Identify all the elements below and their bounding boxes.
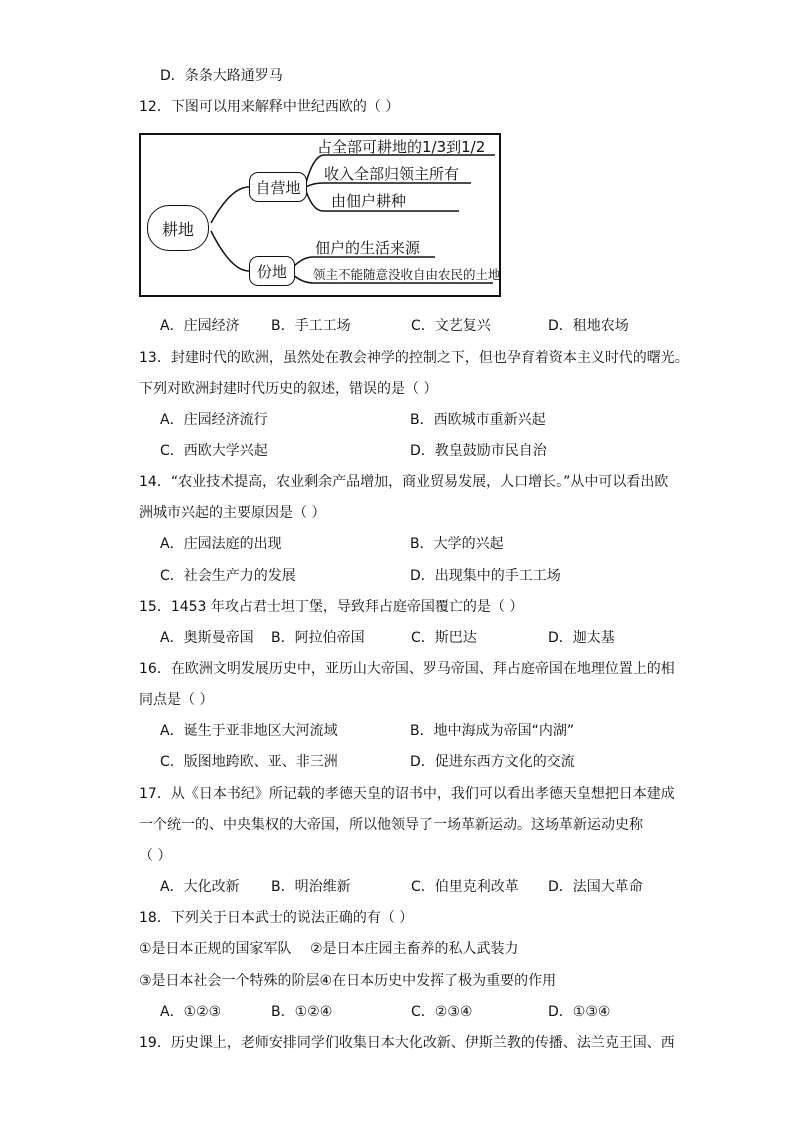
q17-stem-line-3: （ ） (139, 848, 172, 864)
diagram-item-1-1: 占全部可耕地的1/3到1/2 (317, 138, 486, 156)
q12-option-b: B．手工工场 (271, 318, 351, 334)
q18-statement-3-4: ③是日本社会一个特殊的阶层④在日本历史中发挥了极为重要的作用 (139, 973, 557, 989)
q17-option-d: D．法国大革命 (548, 879, 643, 895)
diagram-item-1-3: 由佃户耕种 (331, 192, 407, 210)
q14-option-a: A．庄园法庭的出现 (160, 536, 282, 552)
diagram-item-1-2: 收入全部归领主所有 (324, 165, 460, 183)
diagram-item-2-2: 领主不能随意没收自由农民的土地 (313, 267, 501, 282)
q18-option-d: D．①③④ (548, 1004, 611, 1020)
q17-stem-line-1: 17．从《日本书纪》所记载的孝德天皇的诏书中，我们可以看出孝德天皇想把日本建成 (139, 786, 675, 802)
q17-option-b: B．明治维新 (271, 879, 351, 895)
q12-concept-diagram (139, 133, 501, 297)
diagram-root-node: 耕地 (147, 205, 209, 251)
q13-option-d: D．教皇鼓励市民自治 (410, 443, 547, 459)
q13-option-c: C．西欧大学兴起 (160, 443, 268, 459)
q16-stem-line-1: 16．在欧洲文明发展历史中，亚历山大帝国、罗马帝国、拜占庭帝国在地理位置上的相 (139, 661, 675, 677)
q18-option-b: B．①②④ (271, 1004, 333, 1020)
q13-option-b: B．西欧城市重新兴起 (410, 412, 546, 428)
q16-option-c: C．版图地跨欧、亚、非三洲 (160, 754, 338, 770)
q17-option-a: A．大化改新 (160, 879, 240, 895)
q18-statement-2: ②是日本庄园主畜养的私人武装力 (310, 941, 519, 957)
q18-statement-1: ①是日本正规的国家军队 (139, 941, 292, 957)
q18-option-a: A．①②③ (160, 1004, 222, 1020)
q14-option-d: D．出现集中的手工工场 (410, 568, 561, 584)
q15-option-d: D．迦太基 (548, 630, 615, 646)
diagram-branch-node-1: 自营地 (249, 172, 307, 202)
diagram-item-2-1: 佃户的生活来源 (315, 239, 421, 257)
q12-option-a: A．庄园经济 (160, 318, 240, 334)
q14-option-b: B．大学的兴起 (410, 536, 504, 552)
q12-option-c: C．文艺复兴 (411, 318, 491, 334)
q18-option-c: C．②③④ (411, 1004, 473, 1020)
q16-stem-line-2: 同点是（ ） (139, 692, 214, 708)
q12-stem: 12．下图可以用来解释中世纪西欧的（ ） (139, 99, 400, 115)
q14-stem-line-2: 洲城市兴起的主要原因是（ ） (139, 505, 326, 521)
q19-stem-line-1: 19．历史课上，老师安排同学们收集日本大化改新、伊斯兰教的传播、法兰克王国、西 (139, 1035, 675, 1051)
q12-option-d: D．租地农场 (548, 318, 629, 334)
q15-stem: 15．1453 年攻占君士坦丁堡，导致拜占庭帝国覆亡的是（ ） (139, 599, 524, 615)
diagram-branch-node-2: 份地 (249, 256, 295, 286)
q13-option-a: A．庄园经济流行 (160, 412, 268, 428)
q15-option-a: A．奥斯曼帝国 (160, 630, 254, 646)
q16-option-d: D．促进东西方文化的交流 (410, 754, 575, 770)
q18-stem: 18．下列关于日本武士的说法正确的有（ ） (139, 910, 414, 926)
q17-stem-line-2: 一个统一的、中央集权的大帝国，所以他领导了一场革新运动。这场革新运动史称 (139, 817, 643, 833)
q17-option-c: C．伯里克利改革 (411, 879, 519, 895)
q16-option-b: B．地中海成为帝国“内湖” (410, 723, 575, 739)
q13-stem-line-1: 13．封建时代的欧洲，虽然处在教会神学的控制之下，但也孕育着资本主义时代的曙光。 (139, 350, 689, 366)
q11-option-d: D．条条大路通罗马 (160, 68, 283, 84)
q15-option-b: B．阿拉伯帝国 (271, 630, 365, 646)
q13-stem-line-2: 下列对欧洲封建时代历史的叙述，错误的是（ ） (139, 381, 438, 397)
q15-option-c: C．斯巴达 (411, 630, 477, 646)
q16-option-a: A．诞生于亚非地区大河流域 (160, 723, 338, 739)
q14-option-c: C．社会生产力的发展 (160, 568, 296, 584)
q14-stem-line-1: 14．“农业技术提高，农业剩余产品增加，商业贸易发展，人口增长。”从中可以看出欧 (139, 474, 669, 490)
